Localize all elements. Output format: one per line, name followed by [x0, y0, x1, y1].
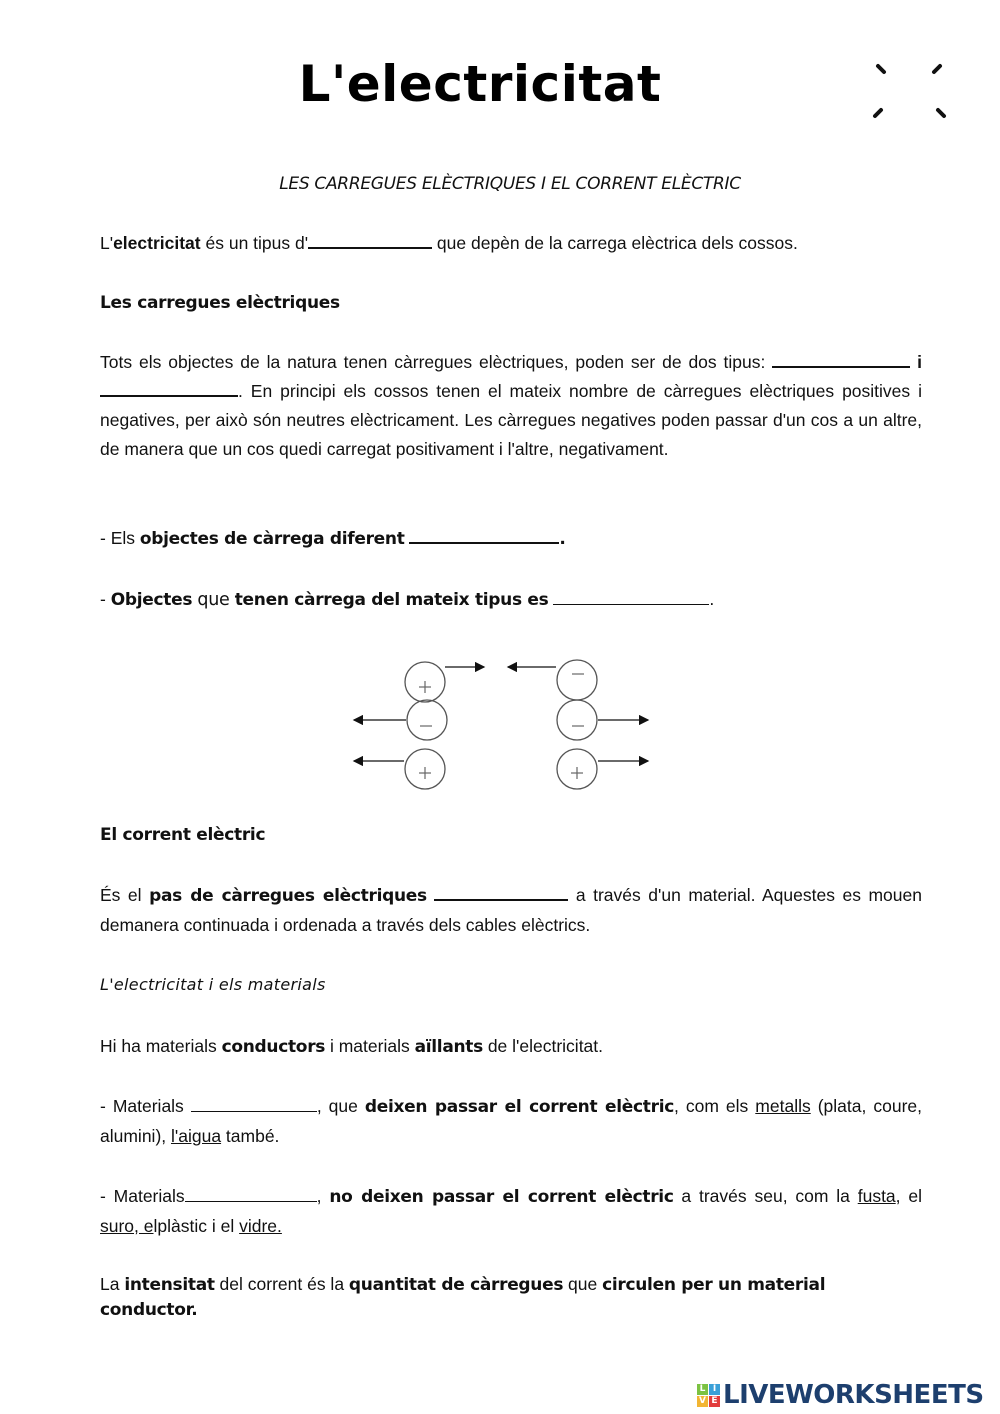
blank-charge-type-2[interactable] [100, 379, 238, 397]
blank-energy[interactable] [308, 231, 432, 249]
blank-ordered[interactable] [434, 883, 568, 901]
heading-current: El corrent elèctric [100, 825, 266, 845]
charges-diagram [340, 645, 670, 795]
blank-repel[interactable] [553, 588, 709, 605]
blank-insulators[interactable] [185, 1185, 317, 1202]
line-different-charge: - Els objectes de càrrega diferent . [100, 528, 566, 549]
line-same-charge: - Objectes que tenen càrrega del mateix tipus es . [100, 589, 715, 610]
section-subtitle: LES CARREGUES ELÈCTRIQUES I EL CORRENT ELÈCTRIC [279, 174, 741, 194]
heading-charges: Les carregues elèctriques [100, 293, 340, 313]
term-electricitat: electricitat [113, 233, 201, 253]
intro-paragraph: L'electricitat és un tipus d' que depèn de la carrega elèctrica dels cossos. [100, 233, 798, 253]
conductors-paragraph: - Materials , que deixen passar el corrent elèctric, com els metalls (plata, coure, alumini), l'aigua també. [100, 1096, 922, 1146]
blank-attract[interactable] [409, 526, 559, 544]
blank-conductors[interactable] [191, 1095, 317, 1112]
materials-intro: Hi ha materials conductors i materials aïllants de l'electricitat. [100, 1036, 604, 1057]
page-title: L'electricitat [298, 55, 662, 113]
current-paragraph: És el pas de càrregues elèctriques a través d'un material. Aquestes es mouen demanera continuada i ordenada a través dels cables elèctrics. [100, 885, 922, 935]
fullscreen-corners-icon[interactable] [870, 60, 950, 122]
intensity-paragraph: La intensitat del corrent és la quantitat de càrregues que circulen per un material conductor. [100, 1274, 826, 1320]
logo-blocks-icon: L I V E [697, 1384, 720, 1407]
logo-text: LIVEWORKSHEETS [723, 1380, 984, 1410]
liveworksheets-logo[interactable] [697, 1380, 984, 1410]
charges-paragraph: Tots els objectes de la natura tenen càrregues elèctriques, poden ser de dos tipus: i . En principi els cossos tenen el mateix nombre de càrregues elèctriques positives i negatives, per això són neutres elèctricament. Les càrregues negatives poden passar d'un cos a un altre, de manera que un cos quedi carregat positivament i l'altre, negativament. [100, 352, 922, 459]
insulators-paragraph: - Materials , no deixen passar el corrent elèctric a través seu, com la fusta, el suro, elplàstic i el vidre. [100, 1186, 922, 1236]
heading-materials: L'electricitat i els materials [100, 975, 326, 994]
blank-charge-type-1[interactable] [772, 350, 910, 368]
